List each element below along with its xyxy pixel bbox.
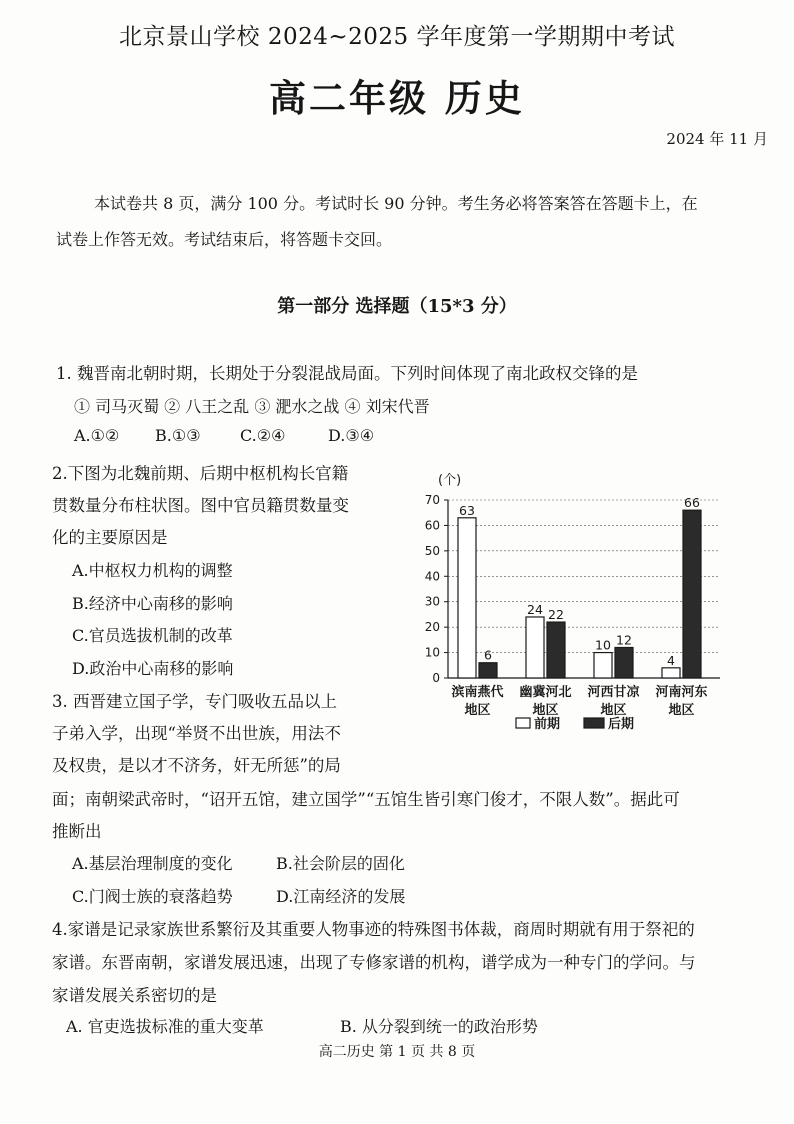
q4-stem-line-3: 家谱发展关系密切的是: [52, 986, 217, 1005]
exam-title: 北京景山学校 2024~2025 学年度第一学期期中考试: [119, 24, 675, 50]
bar-late: [547, 622, 565, 678]
q3-option-c: C.门阀士族的衰落趋势: [72, 887, 233, 906]
data-label: 22: [548, 607, 564, 623]
data-label: 4: [667, 652, 675, 668]
q3-stem-line-5: 推断出: [52, 822, 102, 841]
q3-stem-line-1: 3. 西晋建立国子学，专门吸收五品以上: [52, 692, 337, 711]
y-tick-label: 40: [424, 569, 440, 584]
x-tick-label: 地区: [600, 703, 627, 718]
q4-stem-line-2: 家谱。东晋南朝，家谱发展迅速，出现了专修家谱的机构，谱学成为一种专门的学问。与: [52, 953, 696, 972]
q2-option-b: B.经济中心南移的影响: [72, 594, 233, 613]
y-tick-label: 20: [424, 620, 440, 635]
q2-option-d: D.政治中心南移的影响: [72, 659, 234, 678]
bar-late: [683, 510, 701, 678]
intro-line-1: 本试卷共 8 页，满分 100 分。考试时长 90 分钟。考生务必将答案答在答题卡上，在: [94, 194, 698, 213]
q2-option-a: A.中枢权力机构的调整: [72, 561, 233, 580]
q1-option-c: C.②④: [240, 426, 286, 445]
q2-stem-line-1: 2.下图为北魏前期、后期中枢机构长官籍: [52, 464, 349, 483]
y-axis-unit-label: (个): [438, 473, 462, 488]
q1-stem: 1. 魏晋南北朝时期，长期处于分裂混战局面。下列时间体现了南北政权交锋的是: [56, 364, 638, 383]
q3-option-b: B.社会阶层的固化: [276, 854, 405, 873]
y-tick-label: 50: [424, 543, 440, 558]
x-tick-label: 河西甘凉: [587, 685, 640, 700]
data-label: 6: [484, 647, 492, 663]
bar-late: [479, 663, 497, 678]
exam-date: 2024 年 11 月: [666, 130, 768, 148]
q4-option-b: B. 从分裂到统一的政治形势: [340, 1017, 538, 1036]
x-tick-label: 河南河东: [655, 685, 708, 700]
y-tick-label: 30: [424, 594, 440, 609]
data-label: 10: [595, 637, 611, 653]
y-tick-label: 60: [424, 518, 440, 533]
q1-option-a: A.①②: [74, 426, 120, 445]
q2-stem-line-2: 贯数量分布柱状图。图中官员籍贯数量变: [52, 496, 349, 515]
legend-label-late: 后期: [608, 717, 635, 732]
q4-option-a: A. 官吏选拔标准的重大变革: [66, 1017, 264, 1036]
page-footer: 高二历史 第 1 页 共 8 页: [318, 1044, 476, 1060]
bar-early: [526, 617, 544, 678]
x-tick-label: 滨南燕代: [451, 685, 504, 700]
legend-label-early: 前期: [534, 717, 561, 732]
bar-early: [594, 653, 612, 678]
q3-stem-line-3: 及权贵，是以才不济务，奸无所惩”的局: [52, 756, 341, 775]
bar-late: [615, 647, 633, 678]
y-tick-label: 70: [424, 493, 440, 507]
x-tick-label: 地区: [532, 703, 559, 718]
bar-early: [662, 668, 680, 678]
y-tick-label: 10: [424, 645, 440, 660]
intro-line-2: 试卷上作答无效。考试结束后，将答题卡交回。: [56, 230, 393, 249]
data-label: 63: [459, 502, 475, 518]
section-title: 第一部分 选择题（15*3 分）: [277, 296, 517, 317]
data-label: 66: [684, 495, 700, 511]
q3-option-d: D.江南经济的发展: [276, 887, 406, 906]
data-label: 12: [616, 632, 632, 648]
q1-items: ① 司马灭蜀 ② 八王之乱 ③ 淝水之战 ④ 刘宋代晋: [74, 397, 430, 416]
x-tick-label: 地区: [668, 703, 695, 718]
q2-stem-line-3: 化的主要原因是: [52, 528, 168, 547]
q2-option-c: C.官员选拔机制的改革: [72, 626, 233, 645]
bar-early: [458, 518, 476, 678]
legend-swatch-early: [516, 718, 530, 728]
q3-stem-line-2: 子弟入学，出现“举贤不出世族，用法不: [52, 724, 341, 743]
x-tick-label: 幽冀河北: [519, 685, 572, 700]
legend-swatch-late: [584, 718, 604, 728]
q1-option-b: B.①③: [155, 426, 201, 445]
bar-chart: [408, 460, 738, 750]
data-label: 24: [527, 601, 543, 617]
x-tick-label: 地区: [464, 703, 491, 718]
grade-subject-title: 高二年级 历史: [269, 77, 525, 120]
q3-stem-line-4: 面；南朝梁武帝时，“诏开五馆，建立国学”“五馆生皆引寒门俊才，不限人数”。据此可: [52, 790, 680, 809]
q4-stem-line-1: 4.家谱是记录家族世系繁衍及其重要人物事迹的特殊图书体裁，商周时期就有用于祭祀的: [52, 920, 695, 939]
y-tick-label: 0: [432, 671, 440, 685]
q1-option-d: D.③④: [328, 426, 375, 445]
q3-option-a: A.基层治理制度的变化: [72, 854, 233, 873]
